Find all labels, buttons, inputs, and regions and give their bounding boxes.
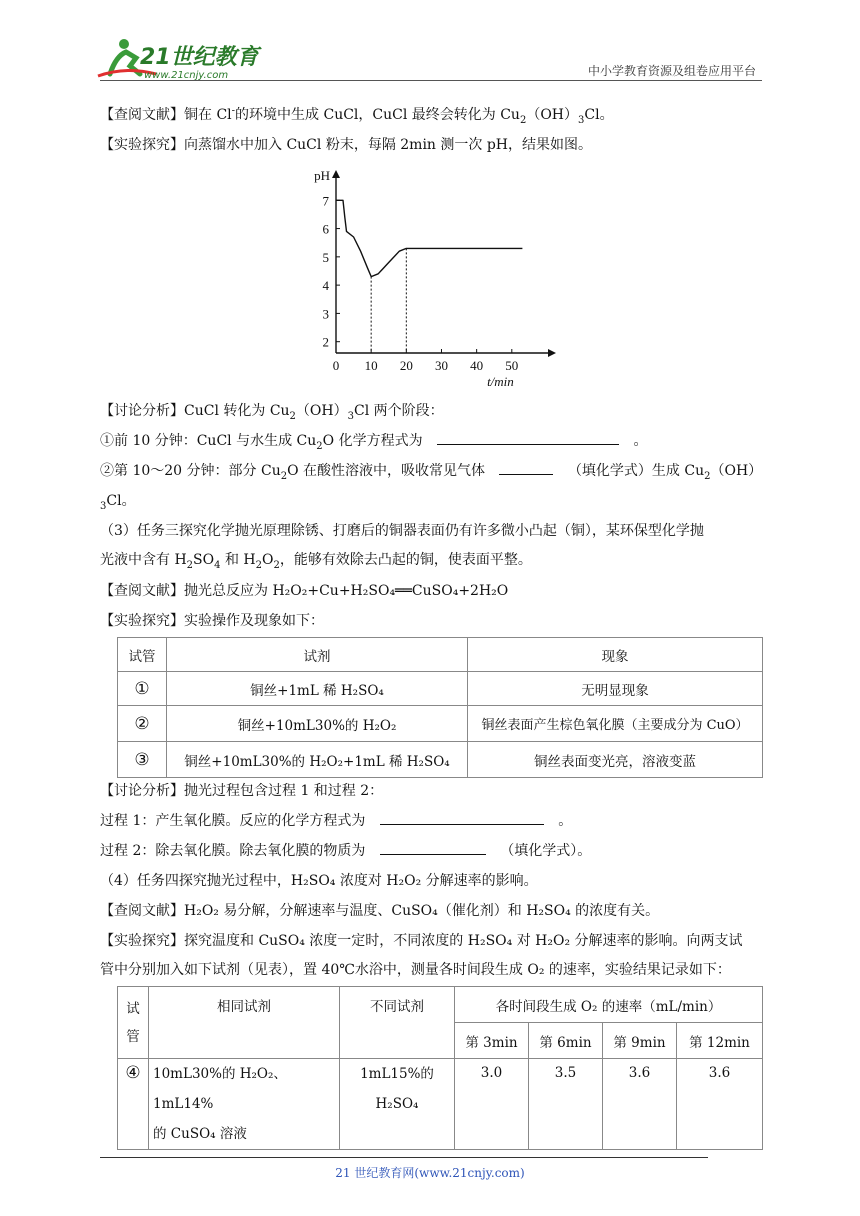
y-tick-label: 3 [322, 306, 329, 322]
answer-blank-3[interactable] [380, 812, 544, 825]
t2-time-9: 第 9min [603, 1023, 677, 1059]
x-axis-label: t/min [487, 374, 514, 389]
answer-blank-2[interactable] [499, 462, 553, 475]
text-line-2: 【实验探究】向蒸馏水中加入 CuCl 粉末，每隔 2min 测一次 pH，结果如图。 [100, 137, 593, 153]
ph-curve [336, 200, 522, 276]
x-tick-label: 10 [364, 358, 378, 373]
y-axis-label: pH [314, 168, 330, 183]
text-line-12: 过程 1：产生氧化膜。反应的化学方程式为 。 [100, 813, 573, 829]
table-row: ② 铜丝+10mL30%的 H₂O₂ 铜丝表面产生棕色氧化膜（主要成分为 CuO） [118, 706, 763, 742]
x-tick-label: 50 [505, 358, 519, 373]
y-tick-label: 4 [322, 278, 329, 294]
logo-url: www.21cnjy.com [144, 70, 229, 81]
text-line-8: 光液中含有 $H_2SO_4$ 和 $H_2O_2$，能够有效除去凸起的铜，使表面平整。 [100, 552, 532, 571]
text-line-6: $_3$Cl。 [100, 493, 136, 512]
table-row: ④ 10mL30%的 H₂O₂、1mL14% 的 CuSO₄ 溶液 1mL15%的 H₂SO₄ 3.0 3.5 3.6 3.6 [118, 1059, 763, 1150]
text-line-11: 【讨论分析】抛光过程包含过程 1 和过程 2： [100, 783, 384, 799]
t2-header-rate: 各时间段生成 O₂ 的速率（mL/min） [455, 987, 763, 1023]
y-axis-arrow [332, 170, 340, 178]
logo [96, 36, 266, 82]
text-line-14: （4）任务四探究抛光过程中，H₂SO₄ 浓度对 H₂O₂ 分解速率的影响。 [100, 873, 538, 889]
x-tick-label: 20 [399, 358, 413, 373]
text-line-4: ①前 10 分钟：CuCl 与水生成 $Cu_2O$ 化学方程式为 。 [100, 433, 648, 452]
text-line-16: 【实验探究】探究温度和 CuSO₄ 浓度一定时，不同浓度的 H₂SO₄ 对 H₂O₂ 分解速率的影响。向两支试 [100, 933, 743, 949]
table-row: ① 铜丝+1mL 稀 H₂SO₄ 无明显现象 [118, 672, 763, 706]
text-line-3: 【讨论分析】CuCl 转化为 $Cu_2(OH)_3Cl$ 两个阶段： [100, 403, 444, 422]
t1-header-phenomenon: 现象 [468, 638, 763, 672]
t2-header-tube: 试 管 [118, 987, 149, 1059]
answer-blank-1[interactable] [437, 432, 619, 445]
x-tick-label: 0 [332, 358, 340, 373]
experiment-table-1 [117, 637, 763, 778]
text-line-10: 【实验探究】实验操作及现象如下： [100, 613, 324, 629]
text-line-17: 管中分别加入如下试剂（见表），置 40℃水浴中，测量各时间段生成 O₂ 的速率，实验结果记录如下： [100, 962, 731, 978]
x-tick-label: 40 [470, 358, 484, 373]
t2-time-6: 第 6min [529, 1023, 603, 1059]
footer-divider [100, 1157, 708, 1158]
y-tick-label: 2 [322, 334, 329, 350]
text-line-7: （3）任务三探究化学抛光原理除锈、打磨后的铜器表面仍有许多微小凸起（铜），某环保型化学抛 [100, 523, 704, 539]
t1-header-reagent: 试剂 [167, 638, 468, 672]
t2-header-same: 相同试剂 [149, 987, 340, 1059]
table-row: ③ 铜丝+10mL30%的 H₂O₂+1mL 稀 H₂SO₄ 铜丝表面变光亮，溶液变蓝 [118, 742, 763, 778]
t2-header-diff: 不同试剂 [340, 987, 455, 1059]
t2-time-12: 第 12min [677, 1023, 763, 1059]
platform-label: 中小学教育资源及组卷应用平台 [587, 64, 756, 78]
y-tick-label: 6 [322, 221, 329, 237]
ph-chart [296, 160, 566, 390]
y-tick-label: 5 [322, 249, 329, 265]
text-line-5: ②第 10～20 分钟：部分 $Cu_2O$ 在酸性溶液中，吸收常见气体 （填化学式）生成 $Cu_2(OH)$ [100, 463, 763, 482]
text-line-1: 【查阅文献】铜在 Cl-的环境中生成 CuCl，CuCl 最终会转化为 $Cu_2(OH)_3Cl$。 [100, 105, 614, 126]
x-tick-label: 30 [434, 358, 448, 373]
x-axis-arrow [548, 349, 556, 357]
footer-text: 21 世纪教育网(www.21cnjy.com) [335, 1166, 525, 1180]
answer-blank-4[interactable] [380, 842, 486, 855]
y-tick-label: 7 [322, 193, 329, 209]
t2-time-3: 第 3min [455, 1023, 529, 1059]
t1-header-tube: 试管 [118, 638, 167, 672]
text-line-15: 【查阅文献】H₂O₂ 易分解，分解速率与温度、CuSO₄（催化剂）和 H₂SO₄ 的浓度有关。 [100, 903, 660, 919]
text-line-13: 过程 2：除去氧化膜。除去氧化膜的物质为 （填化学式）。 [100, 843, 592, 859]
text-line-9: 【查阅文献】抛光总反应为 H₂O₂+Cu+H₂SO₄══CuSO₄+2H₂O [100, 583, 509, 599]
logo-text: 21世纪教育 [140, 45, 259, 70]
header-divider [100, 80, 762, 81]
experiment-table-2 [117, 986, 763, 1150]
